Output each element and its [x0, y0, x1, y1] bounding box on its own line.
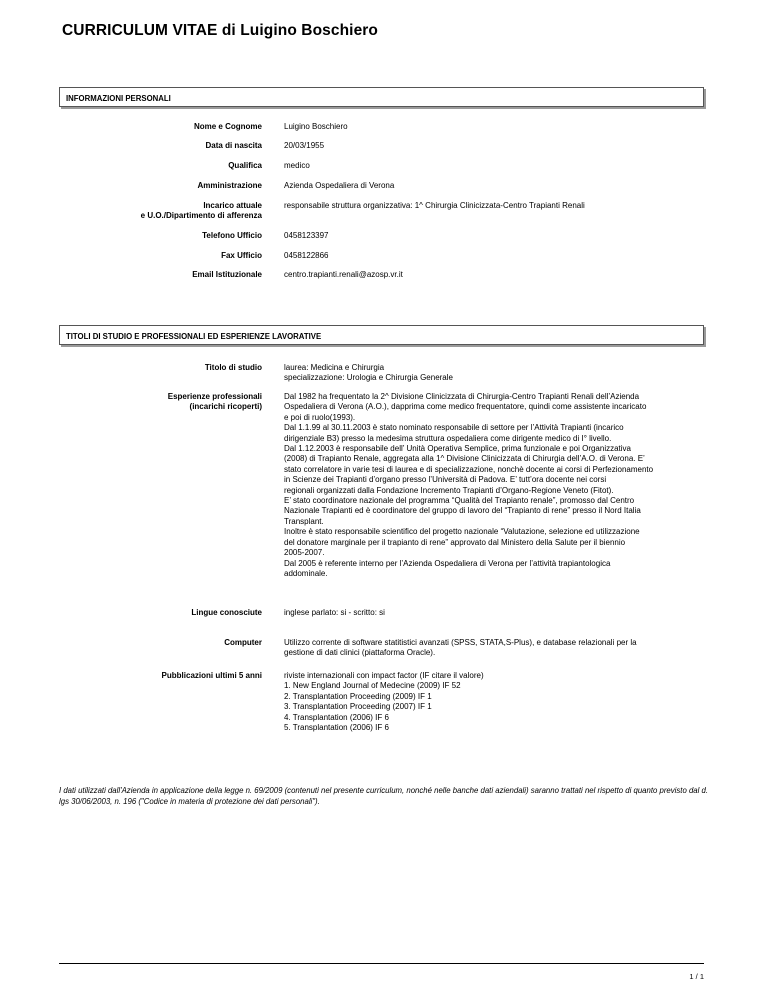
field-value: responsabile struttura organizzativa: 1^ Chirurgia Clinicizzata-Centro Trapianti Renali — [284, 201, 585, 210]
field-label: Esperienze professionali (incarichi ricoperti) — [167, 392, 262, 412]
field-label: Qualifica — [228, 161, 262, 170]
field-label: Fax Ufficio — [221, 251, 262, 260]
field-value: 20/03/1955 — [284, 141, 325, 150]
field-value: Azienda Ospedaliera di Verona — [284, 181, 395, 190]
field-value: 0458123397 — [284, 231, 329, 240]
page-number: 1 / 1 — [689, 972, 704, 981]
document-title: CURRICULUM VITAE di Luigino Boschiero — [62, 22, 378, 39]
field-label: Data di nascita — [205, 141, 262, 150]
field-value: 0458122866 — [284, 251, 329, 260]
field-label: Telefono Ufficio — [202, 231, 262, 240]
field-value: Dal 1982 ha frequentato la 2^ Divisione Clinicizzata di Chirurgia-Centro Trapianti Renali dell’Azienda Ospedaliera di Verona (A.O.), dapprima come medico frequentatore, quindi come assistente incaricato e poi di ruolo(1993). Dal 1.1.99 al 30.11.2003 è stato nominato responsabile di settore per l’Attività Trapianti (incarico dirigenziale B3) presso la medesima struttura ospedaliera come dirigente medico di I° livello. Dal 1.12.2003 è responsabile dell’ Unità Operativa Semplice, prima funzionale e poi Organizzativa (2008) di Trapianto Renale, aggregata alla 1^ Divisione Clinicizzata di Chirurgia dell’A.O. di Verona. E’ stato correlatore in varie tesi di laurea e di specializzazione, nonchè docente ai corsi di Perfezionamento in Scienze dei Trapianti d’organo presso l’Università di Padova. E’ tutt’ora docente nei corsi regionali organizzati dalla Fondazione Incremento Trapianti d’Organo-Regione Veneto (Fitot). E’ stato coordinatore nazionale del programma “Qualità del Trapianto renale”, promosso dal Centro Nazionale Trapianti ed è coordinatore del gruppo di lavoro del “Trapianto di rene” presso il Nord Italia Transplant. Inoltre è stato responsabile scientifico del progetto nazionale “Valutazione, selezione ed utilizzazione del donatore marginale per il trapianto di rene” approvato dal Ministero della Salute per il biennio 2005-2007. Dal 2005 è referente interno per l’Azienda Ospedaliera di Verona per l’attività trapiantologica addominale. — [284, 392, 654, 578]
field-value: medico — [284, 161, 310, 170]
field-value: riviste internazionali con impact factor (IF citare il valore) 1. New England Journal of Medecine (2009) IF 52 2. Transplantation Proceeding (2009) IF 1 3. Transplantation Proceeding (2007) IF 1 4. Transplantation (2006) IF 6 5. Transplantation (2006) IF 6 — [284, 671, 484, 733]
field-value: Luigino Boschiero — [284, 122, 348, 131]
field-label: Amministrazione — [197, 181, 262, 190]
field-label: Titolo di studio — [204, 363, 262, 372]
field-value: Utilizzo corrente di software statitistici avanzati (SPSS, STATA,S-Plus), e database relazionali per la gestione di dati clinici (piattaforma Oracle). — [284, 638, 637, 658]
field-value: inglese parlato: si - scritto: si — [284, 608, 385, 617]
field-value: laurea: Medicina e Chirurgia specializzazione: Urologia e Chirurgia Generale — [284, 363, 453, 383]
field-label: Computer — [224, 638, 262, 647]
privacy-note: I dati utilizzati dall'Azienda in applicazione della legge n. 69/2009 (contenuti nel presente curriculum, nonché nelle banche dati aziendali) saranno trattati nel rispetto di quanto previsto dal d. lgs 30/06/2003, n. 196 ("Codice in materia di protezione dei dati personali"). — [59, 786, 709, 806]
field-value: centro.trapianti.renali@azosp.vr.it — [284, 270, 403, 279]
page-divider — [59, 963, 704, 964]
field-label: Lingue conosciute — [191, 608, 262, 617]
section-header-personal: INFORMAZIONI PERSONALI — [59, 87, 704, 107]
field-label: Email Istituzionale — [192, 270, 262, 279]
field-label: Nome e Cognome — [193, 122, 262, 131]
field-label: Pubblicazioni ultimi 5 anni — [161, 671, 262, 680]
section-header-studies: TITOLI DI STUDIO E PROFESSIONALI ED ESPERIENZE LAVORATIVE — [59, 325, 704, 345]
field-label: Incarico attuale e U.O./Dipartimento di afferenza — [140, 201, 262, 221]
